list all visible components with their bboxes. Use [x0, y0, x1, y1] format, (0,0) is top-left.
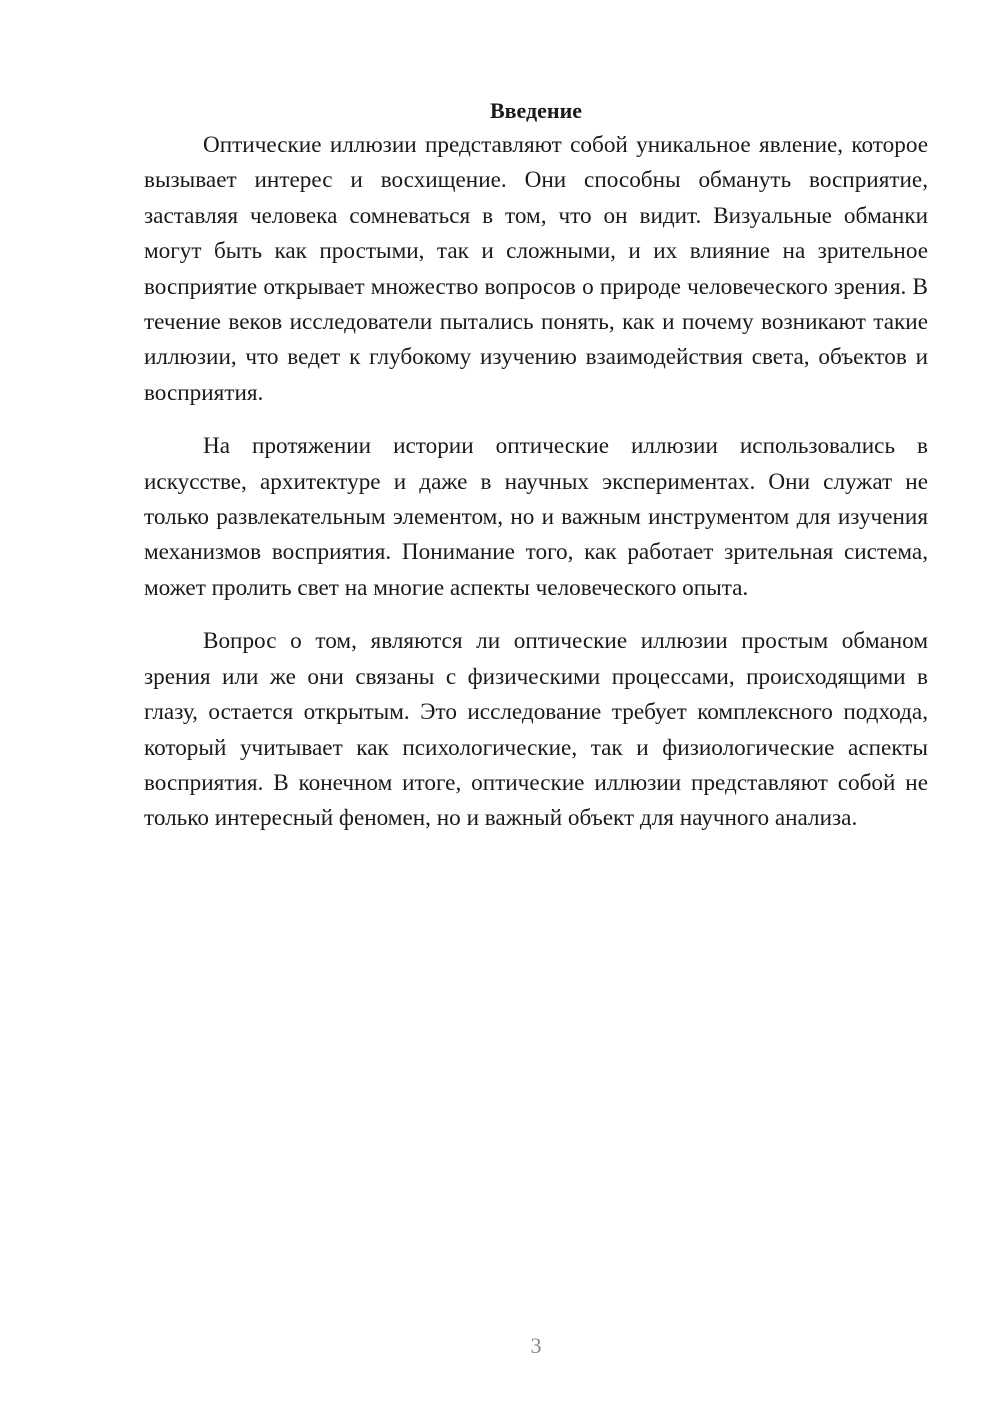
paragraph-2: На протяжении истории оптические иллюзии использовались в искусстве, архитектуре и даже в научных экспериментах. Они служат не только развлекательным элементом, но и важным инструментом для изучения механизмов восприятия. Понимание того, как работает зрительная система, может пролить свет на многие аспекты человеческого опыта.	[144, 433, 928, 601]
paragraph-1: Оптические иллюзии представляют собой уникальное явление, которое вызывает интерес и восхищение. Они способны обмануть восприятие, заставляя человека сомневаться в том, что он видит. Визуальные обманки могут быть как простыми, так и сложными, и их влияние на зрительное восприятие открывает множество вопросов о природе человеческого зрения. В течение веков исследователи пытались понять, как и почему возникают такие иллюзии, что ведет к глубокому изучению взаимодействия света, объектов и восприятия.	[144, 132, 928, 406]
page-body	[144, 94, 928, 855]
page-title: Введение	[489, 98, 583, 123]
paragraph-3: Вопрос о том, являются ли оптические иллюзии простым обманом зрения или же они связаны с физическими процессами, происходящими в глазу, остается открытым. Это исследование требует комплексного подхода, который учитывает как психологические, так и физиологические аспекты восприятия. В конечном итоге, оптические иллюзии представляют собой не только интересный феномен, но и важный объект для научного анализа.	[144, 628, 928, 832]
page-number: 3	[530, 1333, 542, 1358]
